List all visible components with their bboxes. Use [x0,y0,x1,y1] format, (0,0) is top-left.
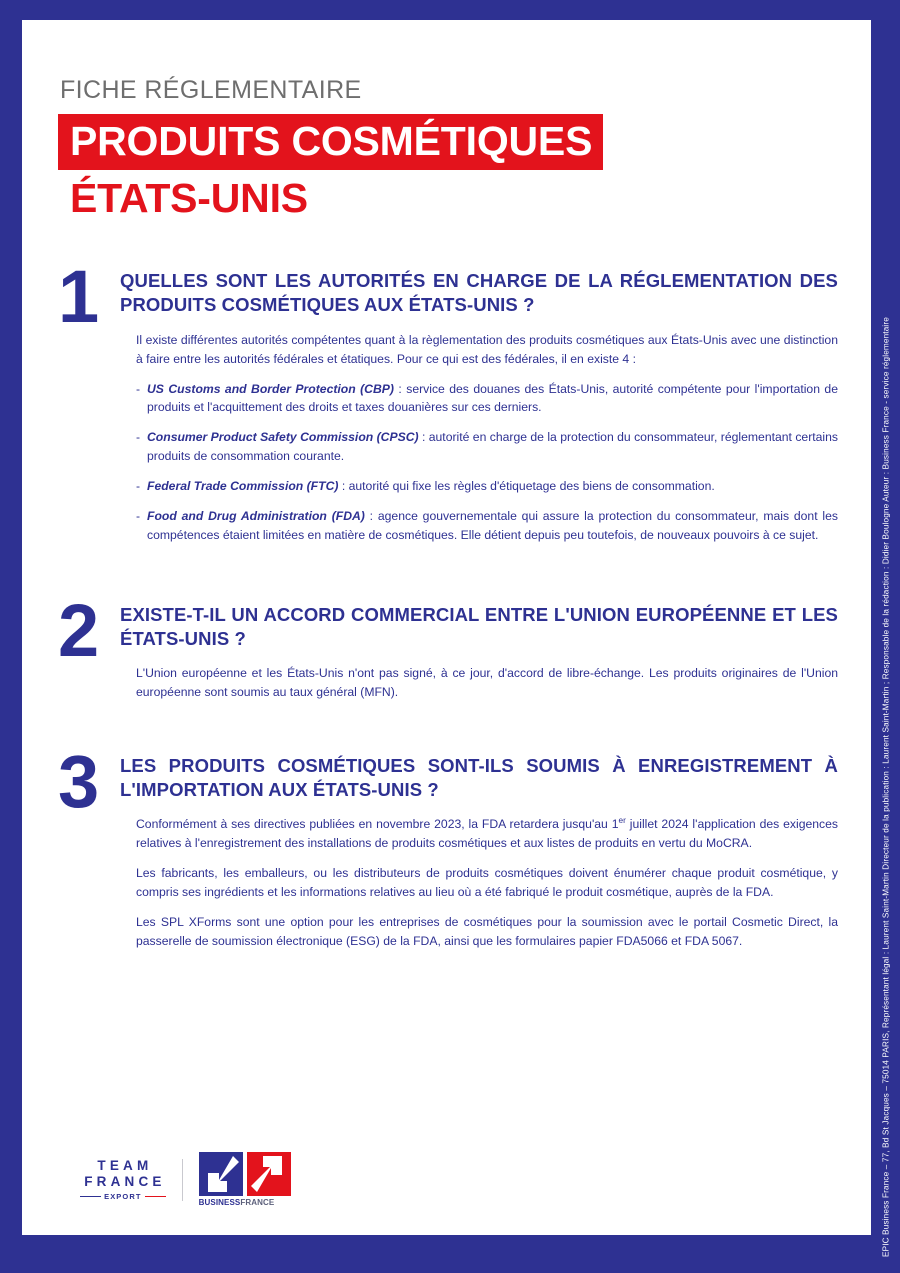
section-2-title: EXISTE-T-IL UN ACCORD COMMERCIAL ENTRE L'UNION EUROPÉENNE ET LES ÉTATS-UNIS ? [120,603,838,649]
section-3-number: 3 [58,740,98,824]
paragraph: Les SPL XForms sont une option pour les entreprises de cosmétiques pour la soumission avec le portail Cosmetic Direct, la passerelle de soumission électronique (ESG) de la FDA, ainsi que les formulaires papier FDA5066 et FDA 5067. [136,914,838,948]
bullet-text: : autorité en charge de la protection du consommateur, réglementant certains produits de consommation courante. [147,430,838,464]
bf-word-france: FRANCE [240,1198,275,1207]
page-content-area [22,20,871,1235]
section-3-title: LES PRODUITS COSMÉTIQUES SONT-ILS SOUMIS À ENREGISTREMENT À L'IMPORTATION AUX ÉTATS-UNIS ? [120,755,838,800]
bullet-dash: - [136,479,141,494]
bullet-lead-term: Federal Trade Commission (FTC) [147,479,339,494]
footer-logos [80,1152,291,1207]
credit-sidebar [871,0,900,1273]
list-item [136,380,838,418]
list-item [136,477,838,496]
credit-text: EPIC Business France – 77, Bd St Jacques – 75014 PARIS, Représentant légal : Laurent Saint-Martin Directeur de la publication : Laurent Saint-Martin ; Responsable de la rédaction : Didier Boulogne Auteur : Business France - service réglementaire [881,317,890,1257]
team-france-export-logo [80,1159,166,1201]
business-france-mark-icon [199,1152,291,1196]
paragraph-part-b: juillet 2024 l'application des exigences relatives à l'enregistrement des installations de produits cosmétiques et aux listes de produits en vertu du MoCRA. [136,817,839,851]
section-1-header [58,255,838,339]
section-2 [58,588,838,702]
section-3 [58,740,839,951]
bullet-lead-term: US Customs and Border Protection (CBP) [147,381,394,396]
bullet-text: : agence gouvernementale qui assure la protection du consommateur, mais dont les compétences étaient limitées en matière de cosmétiques. Elle détient depuis peu toutefois, de nouveaux pouvoirs à ce sujet. [147,509,838,542]
bullet-text: : autorité qui fixe les règles d'étiquetage des biens de consommation. [338,479,715,494]
bullet-lead-term: Food and Drug Administration (FDA) [147,509,365,524]
section-1 [58,255,838,545]
paragraph: L'Union européenne et les États-Unis n'ont pas signé, à ce jour, d'accord de libre-échange. Les produits originaires de l'Union européenne sont soumis au taux général (MFN). [136,666,838,700]
business-france-logo [199,1152,291,1207]
section-2-number: 2 [58,588,98,672]
section-1-intro: Il existe différentes autorités compétentes quant à la règlementation des produits cosmétiques aux États-Unis avec une distinction à faire entre les autorités fédérales et étatiques. Pour ce qui est des fédérales, il en existe 4 : [136,332,838,366]
section-2-header [58,588,838,672]
bullet-dash: - [136,509,141,524]
section-1-number: 1 [58,255,98,339]
tfe-line-export: EXPORT [104,1191,142,1201]
tfe-export-row [80,1193,166,1201]
divider-left [80,1196,101,1198]
document-kicker: FICHE RÉGLEMENTAIRE [60,76,362,104]
tfe-line-team: TEAM [97,1157,153,1173]
page-title: PRODUITS COSMÉTIQUES [58,114,603,170]
bullet-dash: - [136,430,141,445]
divider-right [145,1196,166,1198]
bf-word-business: BUSINESS [198,1198,241,1207]
paragraph-part-a: Conformément à ses directives publiées en novembre 2023, la FDA retardera jusqu'au 1 [136,817,619,832]
list-item [136,507,838,545]
paragraph: Les fabricants, les emballeurs, ou les distributeurs de produits cosmétiques doivent énumérer chaque produit cosmétique, y compris ses ingrédients et les informations relatives au lieu où a été fabriqué le produit cosmétique, auprès de la FDA. [136,866,838,900]
page-subtitle-country: ÉTATS-UNIS [70,175,308,222]
business-france-wordmark [199,1199,275,1207]
bullet-text: : service des douanes des États-Unis, autorité compétente pour l'importation de produits et l'acquittement des droits et taxes douanières sur ces derniers. [147,381,838,415]
section-1-body [136,331,838,545]
section-3-body [136,815,838,950]
paragraph [136,815,838,853]
tfe-line-france: FRANCE [84,1174,166,1190]
document-header [58,76,838,221]
list-item [136,428,838,466]
logo-divider [182,1159,183,1201]
section-2-body [136,664,838,702]
document-content [58,76,838,951]
bullet-dash: - [136,381,141,396]
bullet-lead-term: Consumer Product Safety Commission (CPSC) [147,430,419,445]
ordinal-suffix: er [618,815,626,826]
section-1-title: QUELLES SONT LES AUTORITÉS EN CHARGE DE LA RÉGLEMENTATION DES PRODUITS COSMÉTIQUES AUX ÉTATS-UNIS ? [120,270,838,316]
